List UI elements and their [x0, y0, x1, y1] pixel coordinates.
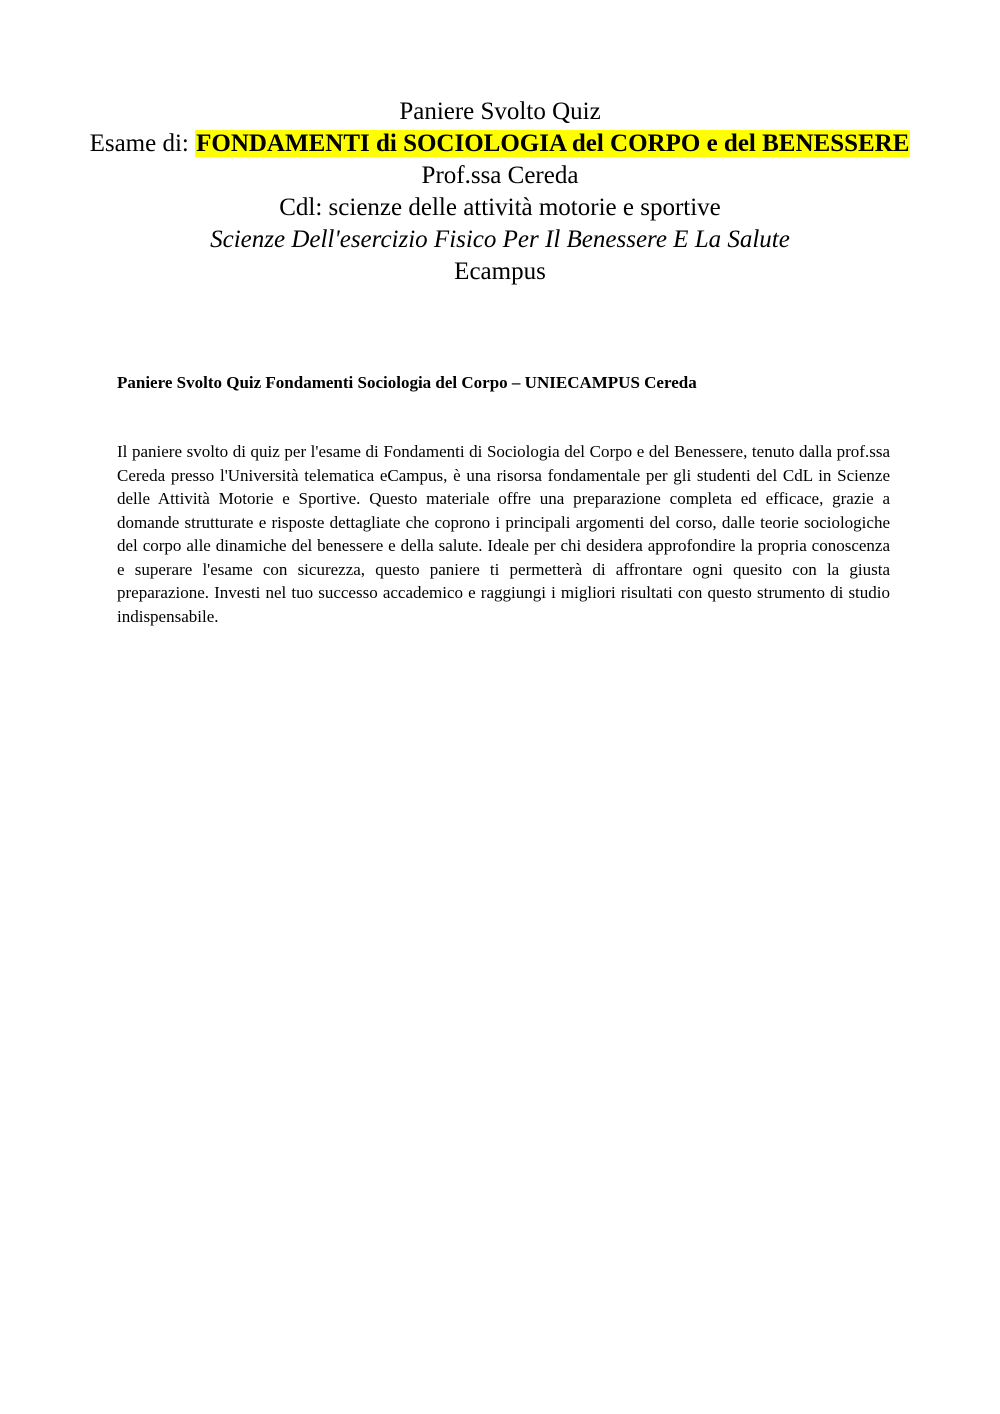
exam-line [0, 128, 1000, 160]
description-paragraph: Il paniere svolto di quiz per l'esame di Fondamenti di Sociologia del Corpo e del Benessere, tenuto dalla prof.ssa Cereda presso l'Università telematica eCampus, è una risorsa fondamentale per gli studenti del CdL in Scienze delle Attività Motorie e Sportive. Questo materiale offre una preparazione completa ed efficace, grazie a domande strutturate e risposte dettagliate che coprono i principali argomenti del corso, dalle teorie sociologiche del corpo alle dinamiche del benessere e della salute. Ideale per chi desidera approfondire la propria conoscenza e superare l'esame con sicurezza, questo paniere ti permetterà di affrontare ogni quesito con la giusta preparazione. Investi nel tuo successo accademico e raggiungi i migliori risultati con questo strumento di studio indispensabile. [117, 442, 890, 626]
exam-prefix: Esame di: [89, 130, 196, 157]
university-name: Ecampus [454, 258, 546, 285]
section-title: Paniere Svolto Quiz Fondamenti Sociologia del Corpo – UNIECAMPUS Cereda [117, 373, 697, 392]
exam-name-highlighted: FONDAMENTI di SOCIOLOGIA del CORPO e del BENESSERE [196, 130, 910, 157]
document-header [0, 96, 1000, 288]
document-title: Paniere Svolto Quiz [399, 98, 601, 125]
professor-name: Prof.ssa Cereda [421, 162, 579, 189]
course-subtitle: Scienze Dell'esercizio Fisico Per Il Benessere E La Salute [210, 226, 790, 253]
course-name: Cdl: scienze delle attività motorie e sportive [279, 194, 721, 221]
